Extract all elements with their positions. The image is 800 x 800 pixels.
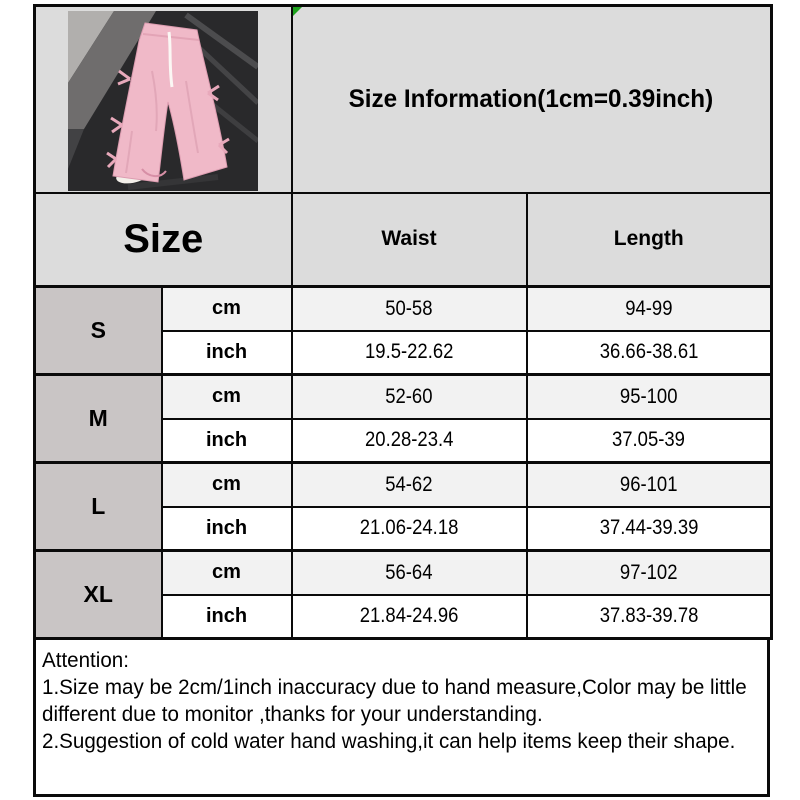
waist-value <box>292 463 527 507</box>
column-header-waist: Waist <box>292 193 527 287</box>
length-value <box>527 507 772 551</box>
product-photo-cell <box>35 6 292 193</box>
size-chart-table <box>33 4 773 640</box>
length-value-text: 37.05-39 <box>612 428 686 452</box>
attention-line-3: 2.Suggestion of cold water hand washing,it can help items keep their shape. <box>42 730 736 753</box>
waist-value <box>292 419 527 463</box>
size-label-l: L <box>35 463 162 551</box>
length-value <box>527 287 772 331</box>
attention-line-2: different due to monitor ,thanks for your understanding. <box>42 703 543 726</box>
length-value-text: 94-99 <box>625 296 673 320</box>
length-value-text: 96-101 <box>619 472 678 496</box>
length-value <box>527 463 772 507</box>
length-value <box>527 331 772 375</box>
attention-heading: Attention: <box>42 649 129 672</box>
length-value-text: 95-100 <box>619 384 678 408</box>
waist-value-text: 21.06-24.18 <box>359 516 459 540</box>
unit-cell: inch <box>162 331 292 375</box>
waist-value <box>292 287 527 331</box>
waist-value <box>292 331 527 375</box>
cell-corner-marker-icon <box>293 7 302 16</box>
product-photo <box>68 11 258 191</box>
waist-value-text: 52-60 <box>385 384 433 408</box>
waist-value-text: 19.5-22.62 <box>364 340 454 364</box>
unit-cell: inch <box>162 595 292 639</box>
title-cell <box>292 6 772 193</box>
waist-value <box>292 551 527 595</box>
waist-value <box>292 507 527 551</box>
length-value <box>527 375 772 419</box>
page-title: Size Information(1cm=0.39inch) <box>348 84 714 113</box>
waist-value <box>292 595 527 639</box>
waist-value-text: 21.84-24.96 <box>359 604 459 628</box>
size-label-m: M <box>35 375 162 463</box>
attention-line-1: 1.Size may be 2cm/1inch inaccuracy due to hand measure,Color may be little <box>42 676 747 699</box>
waist-value-text: 20.28-23.4 <box>364 428 454 452</box>
length-value-text: 37.83-39.78 <box>599 604 699 628</box>
length-value-text: 37.44-39.39 <box>599 516 699 540</box>
waist-value <box>292 375 527 419</box>
waist-value-text: 54-62 <box>385 472 433 496</box>
length-value <box>527 595 772 639</box>
unit-cell: cm <box>162 551 292 595</box>
unit-cell: cm <box>162 287 292 331</box>
length-value <box>527 551 772 595</box>
length-value <box>527 419 772 463</box>
attention-note <box>33 637 770 797</box>
unit-cell: inch <box>162 507 292 551</box>
waist-value-text: 50-58 <box>385 296 433 320</box>
size-label-s: S <box>35 287 162 375</box>
length-value-text: 36.66-38.61 <box>599 340 699 364</box>
length-value-text: 97-102 <box>619 560 678 584</box>
column-header-size: Size <box>35 193 292 287</box>
unit-cell: inch <box>162 419 292 463</box>
waist-value-text: 56-64 <box>385 560 433 584</box>
column-header-length: Length <box>527 193 772 287</box>
unit-cell: cm <box>162 463 292 507</box>
size-label-xl: XL <box>35 551 162 639</box>
unit-cell: cm <box>162 375 292 419</box>
